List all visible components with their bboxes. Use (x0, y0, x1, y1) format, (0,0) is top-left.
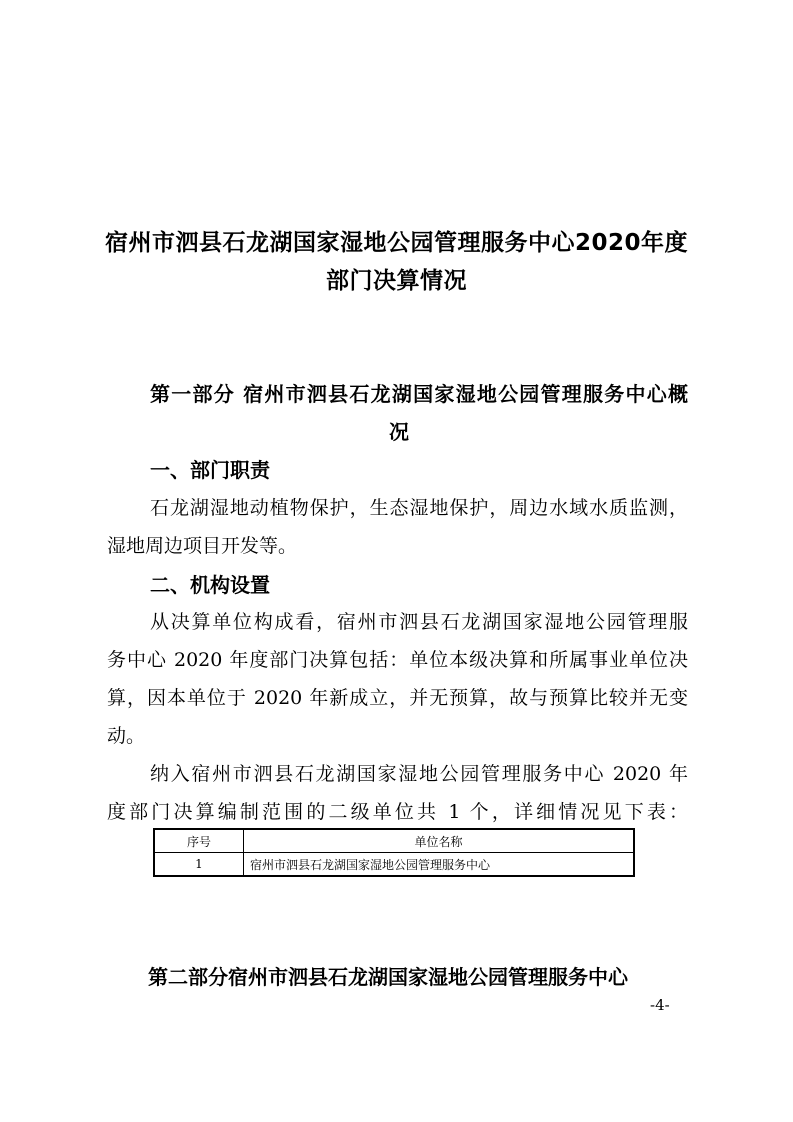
section2-para1-line3: 算，因本单位于 2020 年新成立，并无预算，故与预算比较并无变 (107, 687, 688, 709)
table-cell-unit-name: 宿州市泗县石龙湖国家湿地公园管理服务中心 (244, 853, 635, 877)
table-header-unit-name: 单位名称 (244, 829, 635, 853)
part2-heading: 第二部分宿州市泗县石龙湖国家湿地公园管理服务中心 (148, 965, 628, 989)
part1-heading-line1: 第一部分 宿州市泗县石龙湖国家湿地公园管理服务中心概 (150, 382, 688, 406)
section1-line1: 石龙湖湿地动植物保护，生态湿地保护，周边水域水质监测， (150, 497, 688, 519)
section1-heading: 一、部门职责 (150, 458, 270, 482)
section2-para2-line2: 度部门决算编制范围的二级单位共 1 个，详细情况见下表： (107, 801, 688, 823)
section2-para1-line2: 务中心 2020 年度部门决算包括：单位本级决算和所属事业单位决 (107, 649, 688, 671)
table-header-seq: 序号 (154, 829, 244, 853)
section2-heading: 二、机构设置 (150, 573, 270, 597)
table-row (154, 853, 634, 877)
document-title-line2: 部门决算情况 (326, 268, 467, 294)
section2-para2-line1: 纳入宿州市泗县石龙湖国家湿地公园管理服务中心 2020 年 (150, 763, 688, 785)
section1-line2: 湿地周边项目开发等。 (107, 535, 298, 557)
section2-para1-line4: 动。 (107, 725, 146, 747)
document-title-line1: 宿州市泗县石龙湖国家湿地公园管理服务中心2020年度 (104, 230, 688, 256)
page-number: -4- (650, 996, 670, 1014)
table-cell-seq: 1 (154, 853, 244, 877)
section2-para1-line1: 从决算单位构成看，宿州市泗县石龙湖国家湿地公园管理服 (150, 611, 688, 633)
part1-heading-line2: 况 (389, 420, 409, 444)
table-header-row (154, 829, 634, 853)
subordinate-units-table (153, 828, 635, 877)
